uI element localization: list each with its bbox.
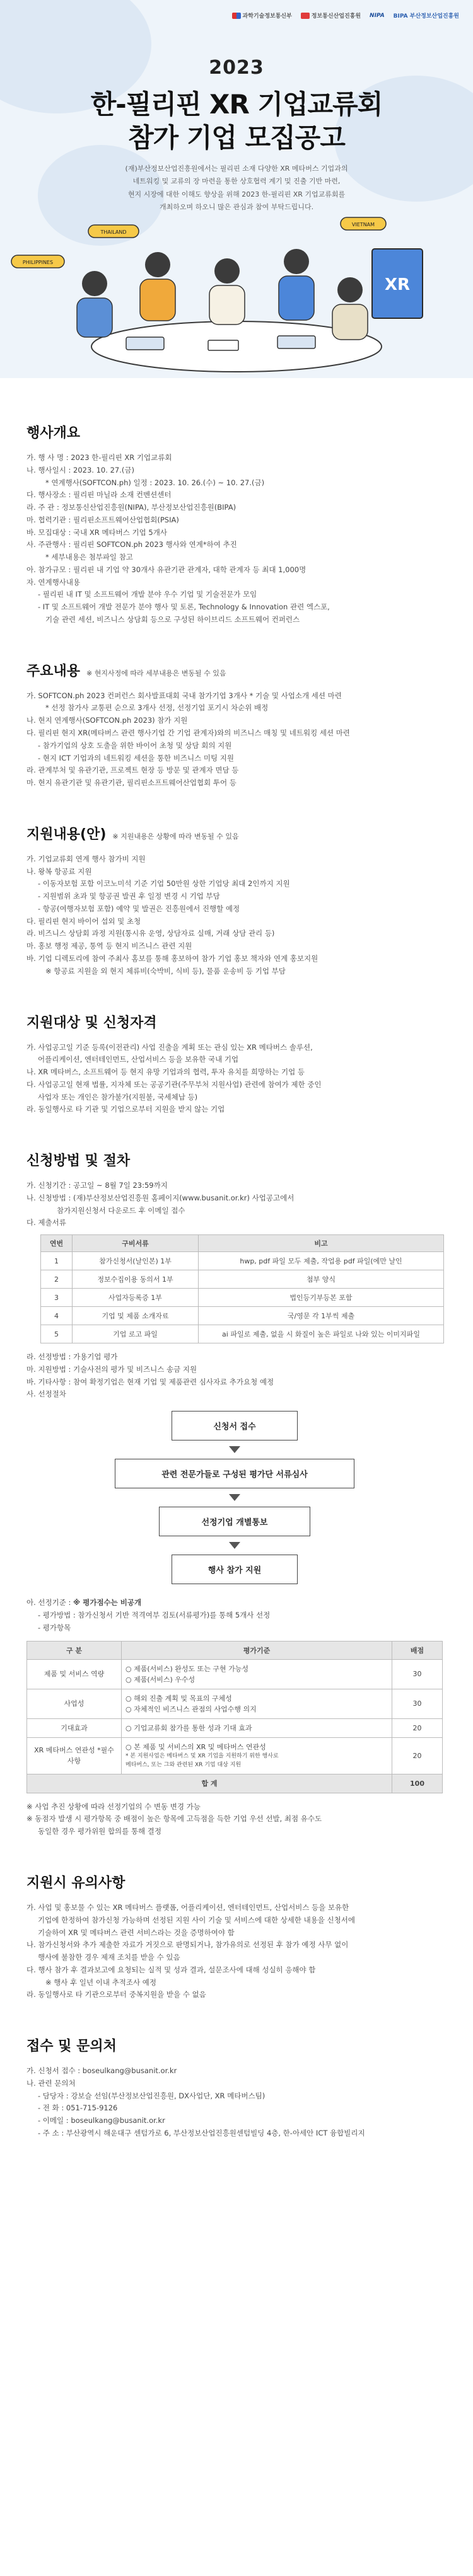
table-cell: 4 bbox=[41, 1307, 73, 1325]
logo-text: 과학기술정보통신부 bbox=[242, 13, 292, 20]
overview-line: 아. 참가규모 : 필리핀 내 기업 약 30개사 유관기관 관계자, 대학 관계자 등 최대 1,000명 bbox=[26, 565, 307, 574]
section-eligibility bbox=[26, 1012, 447, 1117]
criteria-note: ※ 평가점수는 비공개 bbox=[73, 1598, 142, 1607]
eligibility-line: 가. 사업공고일 기준 등록(이전관리) 사업 진출을 계획 또는 관심 있는 XR 메타버스 솔루션, bbox=[26, 1042, 313, 1052]
section-title bbox=[26, 422, 447, 442]
procedure-line: 사. 선정절차 bbox=[26, 1389, 66, 1399]
section-title-text: 접수 및 문의처 bbox=[26, 2038, 117, 2055]
table-cell: 20 bbox=[392, 1718, 443, 1737]
support-line: 다. 필리핀 현지 바이어 섭외 및 초청 bbox=[26, 916, 141, 926]
section-notice bbox=[26, 1872, 447, 2001]
overview-line: 라. 주 관 : 정보통신산업진흥원(NIPA), 부산정보산업진흥원(BIPA) bbox=[26, 503, 237, 512]
support-line: 나. 왕복 항공료 지원 bbox=[26, 866, 92, 876]
table-row bbox=[27, 1659, 443, 1689]
table-row bbox=[41, 1252, 444, 1270]
table-cell: XR 메타버스 연관성 *필수사항 bbox=[27, 1737, 122, 1774]
procedure-line: 마. 지원방법 : 기술사전의 평가 및 비즈니스 송금 지원 bbox=[26, 1364, 197, 1374]
table-cell bbox=[122, 1689, 392, 1718]
eligibility-line: 라. 동일행사로 타 기관 및 기업으로부터 지원을 받지 않는 기업 bbox=[26, 1105, 225, 1114]
notice-line: 가. 사업 및 홍보물 수 있는 XR 메타버스 플랫폼, 어플리케이션, 엔터테인먼트, 산업서비스 등을 보유한 bbox=[26, 1903, 349, 1912]
procedure-line: - 평가방법 : 참가신청서 기반 적격여부 검토(서류평가)를 통해 5개사 선정 bbox=[38, 1610, 271, 1619]
logo-text: NIPA bbox=[370, 12, 385, 19]
selection-flowchart bbox=[26, 1411, 443, 1584]
flow-step: 신청서 접수 bbox=[172, 1411, 298, 1440]
eligibility-line: 다. 사업공고일 현재 법률, 지자체 또는 공공기관(주무부처 지원사업) 관련에 참여가 제한 중인 bbox=[26, 1079, 322, 1089]
overview-line: * 세부내용은 첨부파일 참고 bbox=[45, 553, 133, 562]
section-title-text: 지원내용(안) bbox=[26, 826, 107, 842]
procedure-line: - 평가항목 bbox=[38, 1623, 71, 1632]
procedure-line: 참가지원신청서 다운로드 후 이메일 접수 bbox=[57, 1205, 185, 1215]
table-cell: 기대효과 bbox=[27, 1718, 122, 1737]
documents-table bbox=[40, 1234, 444, 1343]
table-header-cell: 구비서류 bbox=[73, 1235, 199, 1252]
table-cell: hwp, pdf 파일 모두 제출, 작업용 pdf 파일(에만 날인 bbox=[199, 1252, 444, 1270]
contact-line: - 이메일 : boseulkang@busanit.or.kr bbox=[38, 2116, 165, 2125]
section-support bbox=[26, 824, 447, 978]
section-main-content bbox=[26, 660, 447, 790]
notice-line: 기술하여 XR 및 메타버스 관련 서비스라는 것을 증명하여야 함 bbox=[38, 1928, 235, 1937]
procedure-line: 다. 제출서류 bbox=[26, 1218, 66, 1228]
main-line: 나. 현지 연계행사(SOFTCON.ph 2023) 참가 지원 bbox=[26, 716, 188, 725]
overview-line: 마. 협력기관 : 필리핀소프트웨어산업협회(PSIA) bbox=[26, 515, 179, 524]
overview-line: 기술 관련 세션, 비즈니스 상담회 등으로 구성된 하이브리드 소프트웨어 컨퍼런스 bbox=[45, 614, 300, 624]
table-cell: 국/영문 각 1부씩 제출 bbox=[199, 1307, 444, 1325]
arrow-down-icon bbox=[229, 1542, 240, 1549]
main-line: - 참가기업의 상호 도출을 위한 바이어 초청 및 상담 회의 지원 bbox=[38, 740, 232, 750]
table-header-cell: 구 분 bbox=[27, 1641, 122, 1659]
hero-illustration bbox=[0, 211, 473, 378]
logo-msit bbox=[232, 11, 292, 20]
section-procedure bbox=[26, 1150, 447, 1838]
procedure-line: 라. 선정방법 : 가용기업 평가 bbox=[26, 1352, 118, 1362]
table-cell: 정보수집이용 동의서 1부 bbox=[73, 1270, 199, 1289]
table-cell bbox=[122, 1718, 392, 1737]
section-title bbox=[26, 660, 447, 680]
main-line: 라. 관계부처 및 유관기관, 프로젝트 현장 등 방문 및 관계자 면담 등 bbox=[26, 766, 239, 775]
arrow-down-icon bbox=[229, 1446, 240, 1453]
main-line: * 선정 참가사 교통편 순으로 3개사 선정, 선정기업 포기시 차순위 배정 bbox=[45, 703, 269, 713]
logo-bar bbox=[232, 11, 459, 20]
table-cell: 사업성 bbox=[27, 1689, 122, 1718]
xr-board-text: XR bbox=[384, 275, 411, 294]
support-line: ※ 항공료 지원을 외 현지 체류비(숙박비, 식비 등), 물품 운송비 등 기업 부담 bbox=[45, 966, 286, 975]
table-cell bbox=[122, 1737, 392, 1774]
notice-line: ※ 행사 후 일년 이내 추적조사 예정 bbox=[45, 1977, 156, 1987]
hero-desc-line: 현지 시장에 대한 이해도 향상을 위해 2023 한-필리핀 XR 기업교류회를 bbox=[127, 190, 346, 198]
table-cell: 100 bbox=[392, 1774, 443, 1793]
contact-line: - 담당자 : 강보슬 선임(부산정보산업진흥원, DX사업단, XR 메타버스팀) bbox=[38, 2091, 266, 2100]
person-icon bbox=[140, 252, 175, 321]
overview-line: 사. 주관행사 : 필리핀 SOFTCON.ph 2023 행사와 연계*하여 추진 bbox=[26, 540, 237, 549]
evaluation-table bbox=[26, 1641, 443, 1793]
table-cell: 제품 및 서비스 역량 bbox=[27, 1659, 122, 1689]
hero-desc-line: (재)부산정보산업진흥원에서는 필리핀 소재 다양한 XR 메타버스 기업과의 bbox=[125, 164, 348, 173]
person-icon bbox=[332, 277, 368, 340]
table-cell: 5 bbox=[41, 1325, 73, 1343]
eligibility-line: 나. XR 메타버스, 소프트웨어 등 현지 유망 기업과의 협력, 투자 유치를 희망하는 기업 등 bbox=[26, 1067, 305, 1077]
table-cell: 1 bbox=[41, 1252, 73, 1270]
section-title-text: 주요내용 bbox=[26, 663, 81, 679]
overview-line: - 필리핀 내 IT 및 소프트웨어 개발 분야 우수 기업 및 기술전문가 모임 bbox=[38, 590, 257, 599]
overview-line: - IT 및 소프트웨어 개발 전문가 분야 행사 및 토론, Technology & Innovation 관련 엑스포, bbox=[38, 602, 330, 612]
table-header-cell: 평가기준 bbox=[122, 1641, 392, 1659]
table-cell: 합 계 bbox=[27, 1774, 392, 1793]
flow-step: 행사 참가 지원 bbox=[172, 1555, 298, 1584]
table-cell: 첨부 양식 bbox=[199, 1270, 444, 1289]
main-line: - 현지 ICT 기업과의 네트워킹 세션을 통한 비즈니스 미팅 지원 bbox=[38, 753, 234, 762]
table-cell: 3 bbox=[41, 1289, 73, 1307]
procedure-note: 동일한 경우 평가위원 합의를 통해 결정 bbox=[38, 1827, 162, 1836]
logo-text: BIPA 부산정보산업진흥원 bbox=[393, 13, 459, 20]
table-row bbox=[27, 1737, 443, 1774]
criteria-line: ○ 본 제품 및 서비스의 XR 및 메타버스 연관성 bbox=[126, 1742, 266, 1751]
person-icon bbox=[209, 258, 245, 325]
hero-banner bbox=[0, 0, 473, 378]
notice-line: 나. 참가신청서와 추가 제출한 자료가 거짓으로 판명되거나, 참가유의로 선정된 후 참가 예정 사무 없이 bbox=[26, 1940, 349, 1950]
hero-description bbox=[69, 163, 404, 214]
section-note: ※ 지원내용은 상황에 따라 변동될 수 있음 bbox=[112, 832, 239, 841]
criteria-line: ○ 제품(서비스) 우수성 bbox=[126, 1675, 196, 1684]
main-line: 다. 필리핀 현지 XR(메타버스 관련 행사기업 간 기업 관계자)와의 비즈니스 매칭 및 네트워킹 세션 마련 bbox=[26, 728, 350, 738]
thailand-tag-text: THAILAND bbox=[100, 229, 127, 235]
hero-title-line: 한-필리핀 XR 기업교류회 bbox=[90, 89, 383, 120]
hero-year: 2023 bbox=[209, 57, 264, 79]
contact-line: - 전 화 : 051-715-9126 bbox=[38, 2103, 118, 2113]
table-row bbox=[27, 1689, 443, 1718]
table-cell: ai 파일로 제출, 없을 시 화질이 높은 파일로 나와 있는 이미지파일 bbox=[199, 1325, 444, 1343]
procedure-line: 가. 신청기간 : 공고일 ~ 8월 7일 23:59까지 bbox=[26, 1181, 168, 1190]
overview-line: 자. 연계행사내용 bbox=[26, 577, 81, 587]
criteria-line: * 본 지원사업은 메타버스 및 XR 기업을 지원하기 위한 행사로 bbox=[126, 1752, 279, 1759]
main-line: 마. 현지 유관기관 및 유관기관, 필리핀소프트웨어산업협회 투어 등 bbox=[26, 778, 237, 788]
hero-title-line: 참가 기업 모집공고 bbox=[128, 122, 345, 153]
notice-line: 기업에 한정하여 참가신청 가능하며 선정된 지원 사이 기술 및 서비스에 대한 상세한 내용을 신청서에 bbox=[38, 1915, 355, 1924]
section-title bbox=[26, 1012, 447, 1032]
nipa-emblem-icon bbox=[301, 13, 310, 19]
criteria-line: ○ 제품(서비스) 완성도 또는 구현 가능성 bbox=[126, 1664, 249, 1673]
table-header-row bbox=[41, 1235, 444, 1252]
laptop-icon bbox=[126, 337, 164, 350]
contact-line: 가. 신청서 접수 : boseulkang@busanit.or.kr bbox=[26, 2066, 177, 2076]
table-cell: 참가신청서(날인본) 1부 bbox=[73, 1252, 199, 1270]
section-title-text: 지원대상 및 신청자격 bbox=[26, 1015, 157, 1031]
msit-emblem-icon bbox=[232, 13, 241, 19]
table-cell: 기업 및 제품 소개자료 bbox=[73, 1307, 199, 1325]
table-cell bbox=[122, 1659, 392, 1689]
section-title-text: 지원시 유의사항 bbox=[26, 1875, 126, 1892]
contact-line: - 주 소 : 부산광역시 해운대구 센텀가로 6, 부산정보산업진흥원센텀빌딩 4층, 한-아세안 ICT 융합빌리지 bbox=[38, 2128, 365, 2137]
flow-step: 관련 전문가들로 구성된 평가단 서류심사 bbox=[115, 1459, 354, 1488]
eligibility-line: 어플리케이션, 엔터테인먼트, 산업서비스 등을 보유한 국내 기업 bbox=[38, 1055, 239, 1064]
logo-nipa bbox=[370, 13, 385, 19]
hero-desc-line: 개최하오며 하오니 많은 관심과 참여 부탁드립니다. bbox=[159, 203, 314, 212]
notice-line: 라. 동일행사로 타 기관으로부터 중복지원을 받을 수 없음 bbox=[26, 1990, 206, 1999]
hero-desc-line: 네트워킹 및 교류의 장 마련을 통한 상호협력 계기 및 진출 기반 마련, bbox=[132, 177, 341, 186]
flow-step: 선정기업 개별통보 bbox=[159, 1507, 310, 1536]
table-header-cell: 배점 bbox=[392, 1641, 443, 1659]
logo-bipa bbox=[394, 11, 459, 20]
philippines-tag-text: PHILIPPINES bbox=[22, 260, 54, 265]
criteria-line: ○ 자체적인 비즈니스 관점의 사업수행 의지 bbox=[126, 1705, 257, 1713]
contact-line: 나. 관련 문의처 bbox=[26, 2078, 76, 2088]
procedure-note: ※ 동점자 발생 시 평가항목 중 배점이 높은 항목에 고득점을 득한 기업 우선 선발, 최점 유수도 bbox=[26, 1814, 322, 1824]
support-line: 가. 기업교류회 연계 행사 참가비 지원 bbox=[26, 854, 146, 863]
table-row bbox=[27, 1718, 443, 1737]
support-line: 마. 홍보 행정 제공, 통역 등 현지 비즈니스 관련 지원 bbox=[26, 941, 192, 951]
table-header-cell: 비고 bbox=[199, 1235, 444, 1252]
support-line: 바. 기업 디렉토리에 참여 주최사 홈보를 통해 홍보하여 참가 기업 홍보 책자와 연계 홍보지원 bbox=[26, 953, 318, 963]
overview-line: * 연계행사(SOFTCON.ph) 일정 : 2023. 10. 26.(수) ~ 10. 27.(금) bbox=[45, 478, 265, 487]
notice-line: 다. 행사 참가 후 결과보고에 요청되는 실적 및 성과 결과, 설문조사에 대해 성실히 응해야 함 bbox=[26, 1965, 316, 1974]
support-line: - 이동자보험 포함 이코노미석 기준 기업 50만원 상한 기업당 최대 2인까지 지원 bbox=[38, 879, 290, 888]
criteria-line: ○ 기업교류회 참가를 통한 성과 기대 효과 bbox=[126, 1723, 252, 1732]
support-line: 라. 비즈니스 상담회 과정 지원(통시유 운영, 상담자료 실매, 거래 상담 관리 등) bbox=[26, 929, 275, 938]
overview-line: 나. 행사일시 : 2023. 10. 27.(금) bbox=[26, 465, 134, 474]
criteria-line: 메타버스, 또는 그와 관련된 XR 기업 대상 지원 bbox=[126, 1761, 242, 1768]
section-title-text: 행사개요 bbox=[26, 425, 81, 441]
eligibility-line: 사업자 또는 개인은 참가불가(지원불, 국세체납 등) bbox=[38, 1092, 198, 1101]
arrow-down-icon bbox=[229, 1494, 240, 1501]
overview-line: 가. 행 사 명 : 2023 한-필리핀 XR 기업교류회 bbox=[26, 453, 172, 462]
section-title bbox=[26, 2035, 447, 2055]
procedure-line: 아. 선정기준 : bbox=[26, 1598, 71, 1607]
section-contact bbox=[26, 2035, 447, 2140]
table-row bbox=[41, 1307, 444, 1325]
section-title bbox=[26, 1150, 447, 1170]
procedure-line: 바. 기타사항 : 참여 확정기업은 현재 기업 및 제품관련 심사자료 추가요청 예정 bbox=[26, 1377, 274, 1386]
section-title-text: 신청방법 및 절차 bbox=[26, 1153, 131, 1170]
table-cell: 30 bbox=[392, 1659, 443, 1689]
criteria-line: ○ 해외 진출 계획 및 목표의 구체성 bbox=[126, 1694, 232, 1703]
table-total-row bbox=[27, 1774, 443, 1793]
section-title bbox=[26, 1872, 447, 1892]
table-header-cell: 연번 bbox=[41, 1235, 73, 1252]
table-cell: 20 bbox=[392, 1737, 443, 1774]
overview-line: 바. 모집대상 : 국내 XR 메타버스 기업 5개사 bbox=[26, 527, 167, 537]
support-line: - 지원범위 초과 및 항공권 발권 후 일정 변경 시 기업 부담 bbox=[38, 892, 220, 901]
table-row bbox=[41, 1270, 444, 1289]
person-icon bbox=[77, 271, 112, 337]
table-row bbox=[41, 1289, 444, 1307]
table-cell: 30 bbox=[392, 1689, 443, 1718]
announcement-body bbox=[0, 378, 473, 2171]
overview-line: 다. 행사장소 : 필리핀 마닐라 소재 컨벤션센터 bbox=[26, 490, 172, 500]
table-cell: 법인등기부등본 포함 bbox=[199, 1289, 444, 1307]
procedure-line: 나. 신청방법 : (재)부산정보산업진흥원 홈페이지(www.busanit.or.kr) 사업공고에서 bbox=[26, 1193, 295, 1202]
main-line: 가. SOFTCON.ph 2023 컨퍼런스 회사발표대회 국내 참가기업 3개사 * 기술 및 사업소개 세션 마련 bbox=[26, 691, 342, 700]
criteria-heading bbox=[26, 1597, 447, 1609]
person-icon bbox=[279, 249, 314, 320]
table-header-row bbox=[27, 1641, 443, 1659]
section-note: ※ 현지사정에 따라 세부내용은 변동될 수 있음 bbox=[86, 669, 226, 677]
procedure-note: ※ 사업 추진 상황에 따라 선정기업의 수 변동 변경 가능 bbox=[26, 1802, 201, 1811]
table-cell: 기업 로고 파일 bbox=[73, 1325, 199, 1343]
laptop-icon bbox=[277, 336, 315, 348]
table-row bbox=[41, 1325, 444, 1343]
document-icon bbox=[208, 340, 238, 350]
table-cell: 2 bbox=[41, 1270, 73, 1289]
table-cell: 사업자등록증 1부 bbox=[73, 1289, 199, 1307]
notice-line: 행사에 불참한 경우 제재 조치를 받을 수 있음 bbox=[38, 1953, 180, 1962]
section-overview bbox=[26, 422, 447, 626]
logo-nipa-kr bbox=[301, 11, 361, 20]
section-title bbox=[26, 824, 447, 843]
hero-title bbox=[0, 88, 473, 154]
vietnam-tag-text: VIETNAM bbox=[351, 222, 375, 227]
logo-text: 정보통신산업진흥원 bbox=[311, 13, 361, 20]
support-line: - 항공(여행자보험 포함) 예약 및 발권은 진흥원에서 진행할 예정 bbox=[38, 904, 240, 913]
